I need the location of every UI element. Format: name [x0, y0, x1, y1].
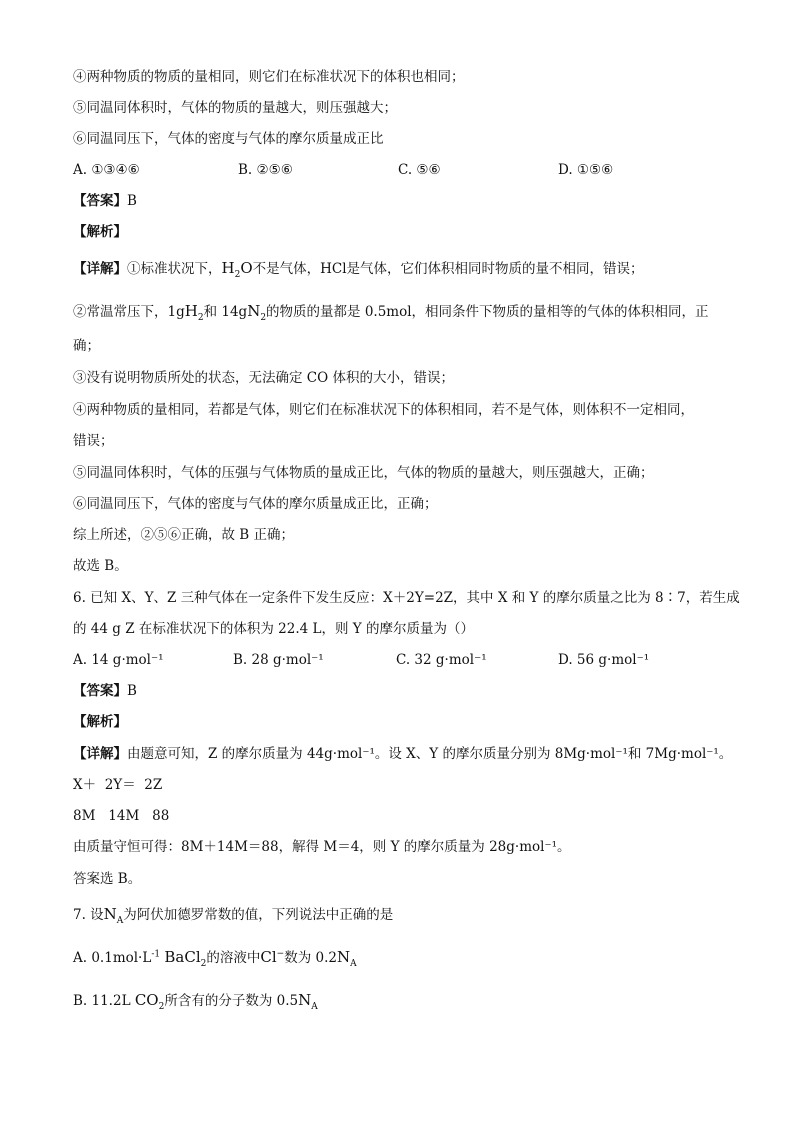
detail-text: 的物质的量都是 0.5mol，相同条件下物质的量相等的气体的体积相同，正	[266, 304, 709, 320]
formula-part: N	[103, 905, 117, 923]
formula-sub: 2	[200, 959, 207, 969]
q5-detail-5: ⑤同温同体积时，气体的压强与气体物质的量成正比，气体的物质的量越大，则压强越大，正确；	[73, 465, 654, 481]
q5-answer	[73, 192, 137, 210]
formula-sub: A	[350, 959, 357, 969]
q5-detail-2	[73, 302, 709, 321]
formula-sub: A	[311, 1002, 318, 1012]
q6-stem-2: 的 44 g Z 在标准状况下的体积为 22.4 L，则 Y 的摩尔质量为（）	[73, 621, 474, 637]
formula-sub: 2	[234, 270, 241, 280]
formula-part: H	[184, 302, 198, 320]
q5-detail-2-cont: 确；	[73, 338, 100, 354]
chloride-ion	[260, 948, 284, 966]
q5-detail-4-cont: 错误；	[73, 433, 114, 449]
q6-conservation: 由质量守恒可得：8M＋14M＝88，解得 M＝4，则 Y 的摩尔质量为 28g·mol⁻¹。	[73, 839, 571, 855]
statement-6: ⑥同温同压下，气体的密度与气体的摩尔质量成正比	[73, 131, 384, 147]
analysis-tag: 【解析】	[73, 224, 127, 240]
formula-part: N	[336, 948, 351, 966]
co2-formula	[134, 991, 165, 1012]
option-text: B. 11.2	[73, 993, 122, 1009]
q5-option-b: B. ②⑤⑥	[238, 162, 293, 178]
detail-text: 和 14g	[203, 304, 248, 320]
q5-detail-3: ③没有说明物质所处的状态，无法确定 CO 体积的大小，错误；	[73, 370, 454, 386]
q7-option-b	[73, 991, 318, 1010]
detail-text: 不是气体，HCl是气体，它们体积相同时物质的量不相同，错误；	[252, 261, 644, 277]
detail-text: 由题意可知，Z 的摩尔质量为 44g·mol⁻¹。设 X、Y 的摩尔质量分别为 8Mg·mol⁻¹和 7Mg·mol⁻¹。	[127, 746, 733, 762]
formula-part: O	[240, 259, 253, 277]
option-text: A. 0.1	[73, 950, 113, 966]
stem-text: 为阿伏加德罗常数的值，下列说法中正确的是	[123, 907, 394, 923]
q6-option-c: C. 32 g·mol⁻¹	[396, 652, 487, 668]
avogadro-symbol	[103, 905, 124, 926]
q5-options	[73, 161, 733, 179]
formula-sub: 2	[260, 313, 267, 323]
detail-text: ①标准状况下，	[127, 261, 222, 277]
formula-part: H	[221, 259, 235, 277]
q6-equation-values: 8M 14M 88	[73, 808, 170, 824]
q6-answer	[73, 682, 137, 700]
q6-detail	[73, 745, 732, 763]
q6-choose: 答案选 B。	[73, 871, 142, 887]
avogadro-symbol	[336, 948, 357, 969]
h2o-formula	[221, 259, 253, 280]
q6-equation: X＋ 2Y＝ 2Z	[73, 777, 163, 793]
q7-stem	[73, 905, 393, 924]
option-text: 的溶液中	[206, 950, 261, 966]
q5-choose: 故选 B。	[73, 558, 128, 574]
statement-5: ⑤同温同体积时，气体的物质的量越大，则压强越大；	[73, 100, 397, 116]
q5-option-a: A. ①③④⑥	[73, 162, 140, 178]
detail-text: ②常温常压下，1g	[73, 304, 185, 320]
n2-formula	[247, 302, 267, 323]
q5-option-d: D. ①⑤⑥	[558, 162, 614, 178]
formula-part: BaCl	[164, 948, 201, 966]
q7-option-a	[73, 948, 357, 967]
q5-detail-4: ④两种物质的量相同，若都是气体，则它们在标准状况下的体积相同，若不是气体，则体积不一定相同，	[73, 402, 694, 418]
statement-4: ④两种物质的物质的量相同，则它们在标准状况下的体积也相同；	[73, 69, 465, 85]
bacl2-formula	[164, 948, 207, 969]
q5-detail-6: ⑥同温同压下，气体的密度与气体的摩尔质量成正比，正确；	[73, 496, 438, 512]
formula-sub: A	[116, 916, 124, 926]
q5-summary: 综上所述，②⑤⑥正确，故 B 正确；	[73, 527, 295, 543]
answer-tag: 【答案】	[73, 193, 127, 209]
unit: L	[121, 993, 131, 1009]
formula-part: CO	[134, 991, 159, 1009]
q6-options	[73, 651, 733, 669]
option-text: 所含有的分子数为 0.5	[164, 993, 299, 1009]
q6-option-d: D. 56 g·mol⁻¹	[558, 652, 650, 668]
formula-part: N	[247, 302, 261, 320]
option-text: 数为 0.2	[284, 950, 337, 966]
answer-value: B	[127, 193, 137, 209]
formula-sub: 2	[197, 313, 204, 323]
answer-tag: 【答案】	[73, 683, 127, 699]
stem-text: 7. 设	[73, 907, 104, 923]
detail-tag: 【详解】	[73, 261, 127, 277]
avogadro-symbol	[298, 991, 318, 1012]
unit-sup: -1	[151, 949, 161, 960]
formula-sup: −	[276, 949, 285, 959]
formula-part: N	[298, 991, 312, 1009]
answer-value: B	[127, 683, 137, 699]
detail-tag: 【详解】	[73, 746, 127, 762]
analysis-tag: 【解析】	[73, 714, 127, 730]
q5-option-c: C. ⑤⑥	[398, 162, 441, 178]
formula-sub: 2	[158, 1002, 165, 1012]
q6-analysis-tag	[73, 713, 127, 731]
q6-option-b: B. 28 g·mol⁻¹	[233, 652, 324, 668]
q6-stem-1: 6. 已知 X、Y、Z 三种气体在一定条件下发生反应：X＋2Y=2Z，其中 X 和 Y 的摩尔质量之比为 8∶7，若生成	[73, 590, 740, 606]
unit: mol·L	[112, 950, 152, 966]
q5-detail-1	[73, 259, 644, 278]
h2-formula	[184, 302, 204, 323]
q5-analysis-tag	[73, 223, 127, 241]
formula-part: Cl	[260, 948, 277, 966]
q6-option-a: A. 14 g·mol⁻¹	[73, 652, 164, 668]
